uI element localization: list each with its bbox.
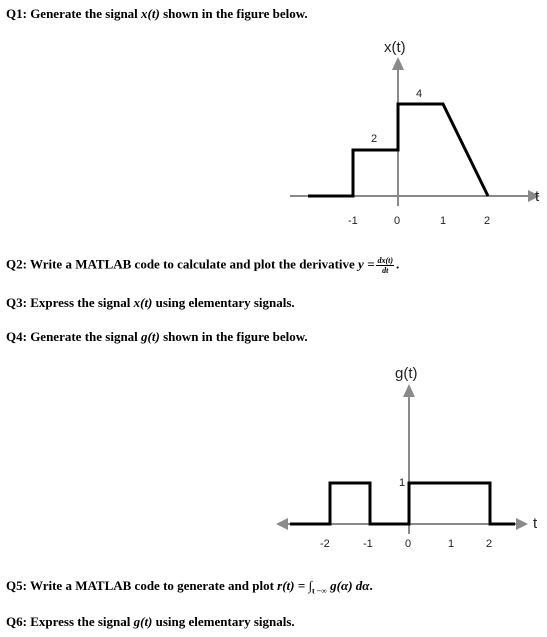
q1-suffix: shown in the figure below. [159,6,308,21]
q3-suffix: using elementary signals. [152,295,295,310]
fig1-tick: -1 [348,215,358,227]
fig1-ylabel: x(t) [384,39,406,56]
q2-prefix: Q2: Write a MATLAB code to calculate and plot the derivative [6,256,359,272]
q5-prefix: Q5: Write a MATLAB code to generate and plot [6,578,278,593]
q2-symbol: y = [358,256,375,272]
fig1-tick: 2 [484,215,491,227]
fig2-tick: -1 [363,538,373,550]
fig1-level-label: 2 [371,133,378,145]
figure-g-of-t [276,365,538,550]
q4-suffix: shown in the figure below. [159,329,308,344]
q5-expression: r(t) = ∫ [277,578,312,593]
fig1-amplitude-arrow-icon [392,57,404,70]
fig2-level-label: 1 [399,477,406,489]
q3-symbol: x(t) [133,295,153,310]
q1-prefix: Q1: Generate the signal [6,6,142,21]
q5-integrand: g(α) dα [330,578,370,593]
fig2-tick: 2 [486,538,493,550]
fig2-ylabel: g(t) [395,365,418,382]
fig2-amplitude-arrow-icon [403,384,415,397]
integral-limits: t −∞ [311,586,327,596]
fig2-time-left-arrow-icon [276,518,288,530]
q6-prefix: Q6: Express the signal [6,614,134,629]
fig1-xlabel: t [535,188,540,205]
q3-prefix: Q3: Express the signal [6,295,134,310]
fig1-tick: 0 [394,215,401,227]
fig1-level-label: 4 [416,88,423,100]
fraction-denominator: dt [382,266,389,275]
fig2-signal-trace [290,483,515,524]
fig2-tick: 0 [405,538,412,550]
q2-suffix: . [396,256,400,272]
fig2-tick: 1 [448,538,455,550]
q1-symbol: x(t) [141,6,160,21]
q4-symbol: g(t) [141,329,160,344]
q6-symbol: g(t) [133,614,153,629]
fig2-tick: -2 [320,538,330,550]
q5-suffix: . [369,578,373,593]
q4-prefix: Q4: Generate the signal [6,329,142,344]
fig2-time-right-arrow-icon [516,518,528,530]
fraction-numerator: dx(t) [377,256,394,265]
q6-suffix: using elementary signals. [152,614,295,629]
fig2-xlabel: t [533,515,538,532]
fig1-tick: 1 [440,215,447,227]
